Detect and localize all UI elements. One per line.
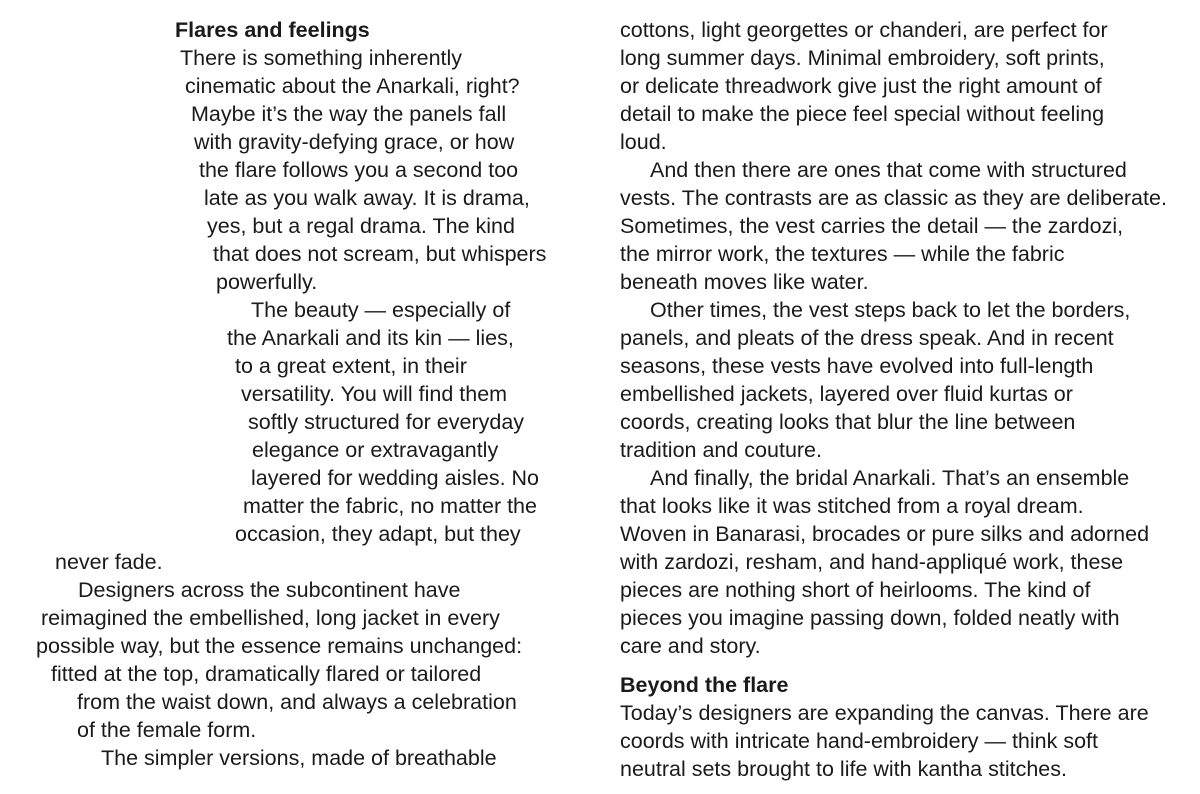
body-line: Today’s designers are expanding the canvas. There are (620, 701, 1149, 725)
body-line: pieces are nothing short of heirlooms. The kind of (620, 578, 1091, 602)
body-line: occasion, they adapt, but they (235, 522, 521, 546)
body-line: powerfully. (216, 270, 318, 294)
body-line: versatility. You will find them (241, 382, 508, 406)
body-line: from the waist down, and always a celebration (77, 690, 517, 714)
body-line: layered for wedding aisles. No (251, 466, 540, 490)
body-line: elegance or extravagantly (252, 438, 499, 462)
body-line: loud. (620, 130, 667, 154)
body-line: The beauty — especially of (251, 298, 511, 322)
body-line: Designers across the subcontinent have (78, 578, 461, 602)
body-line: never fade. (55, 550, 163, 574)
body-line: The simpler versions, made of breathable (101, 746, 497, 770)
body-line: coords, creating looks that blur the line between (620, 410, 1076, 434)
body-line: Sometimes, the vest carries the detail — the zardozi, (620, 214, 1124, 238)
section-heading-beyond: Beyond the flare (620, 673, 789, 697)
body-line: to a great extent, in their (235, 354, 467, 378)
body-line: or delicate threadwork give just the right amount of (620, 74, 1102, 98)
body-line: panels, and pleats of the dress speak. And in recent (620, 326, 1114, 350)
body-line: There is something inherently (180, 46, 463, 70)
body-line: late as you walk away. It is drama, (204, 186, 530, 210)
body-line: seasons, these vests have evolved into full-length (620, 354, 1094, 378)
body-line: And then there are ones that come with structured (650, 158, 1127, 182)
body-line: coords with intricate hand-embroidery — think soft (620, 729, 1098, 753)
body-line: yes, but a regal drama. The kind (207, 214, 515, 238)
body-line: with gravity-defying grace, or how (194, 130, 515, 154)
body-line: with zardozi, resham, and hand-appliqué work, these (620, 550, 1124, 574)
body-line: Maybe it’s the way the panels fall (191, 102, 507, 126)
body-line: long summer days. Minimal embroidery, soft prints, (620, 46, 1105, 70)
body-line: matter the fabric, no matter the (243, 494, 537, 518)
body-line: the mirror work, the textures — while the fabric (620, 242, 1065, 266)
body-line: detail to make the piece feel special without feeling (620, 102, 1105, 126)
body-line: vests. The contrasts are as classic as they are deliberate. (620, 186, 1167, 210)
body-line: the Anarkali and its kin — lies, (227, 326, 514, 350)
body-line: fitted at the top, dramatically flared or tailored (51, 662, 482, 686)
body-line: And finally, the bridal Anarkali. That’s an ensemble (650, 466, 1130, 490)
body-line: tradition and couture. (620, 438, 822, 462)
body-line: of the female form. (77, 718, 257, 742)
body-line: that does not scream, but whispers (213, 242, 547, 266)
body-line: that looks like it was stitched from a royal dream. (620, 494, 1084, 518)
body-line: neutral sets brought to life with kantha stitches. (620, 757, 1067, 781)
body-line: Other times, the vest steps back to let the borders, (650, 298, 1131, 322)
body-line: beneath moves like water. (620, 270, 869, 294)
body-line: the flare follows you a second too (199, 158, 519, 182)
body-line: possible way, but the essence remains unchanged: (36, 634, 523, 658)
body-line: Woven in Banarasi, brocades or pure silks and adorned (620, 522, 1150, 546)
body-line: cinematic about the Anarkali, right? (185, 74, 520, 98)
body-line: softly structured for everyday (248, 410, 525, 434)
body-line: embellished jackets, layered over fluid kurtas or (620, 382, 1073, 406)
body-line: cottons, light georgettes or chanderi, are perfect for (620, 18, 1108, 42)
body-line: pieces you imagine passing down, folded neatly with (620, 606, 1120, 630)
body-line: care and story. (620, 634, 761, 658)
body-line: reimagined the embellished, long jacket in every (41, 606, 500, 630)
section-heading-flares: Flares and feelings (175, 18, 370, 42)
